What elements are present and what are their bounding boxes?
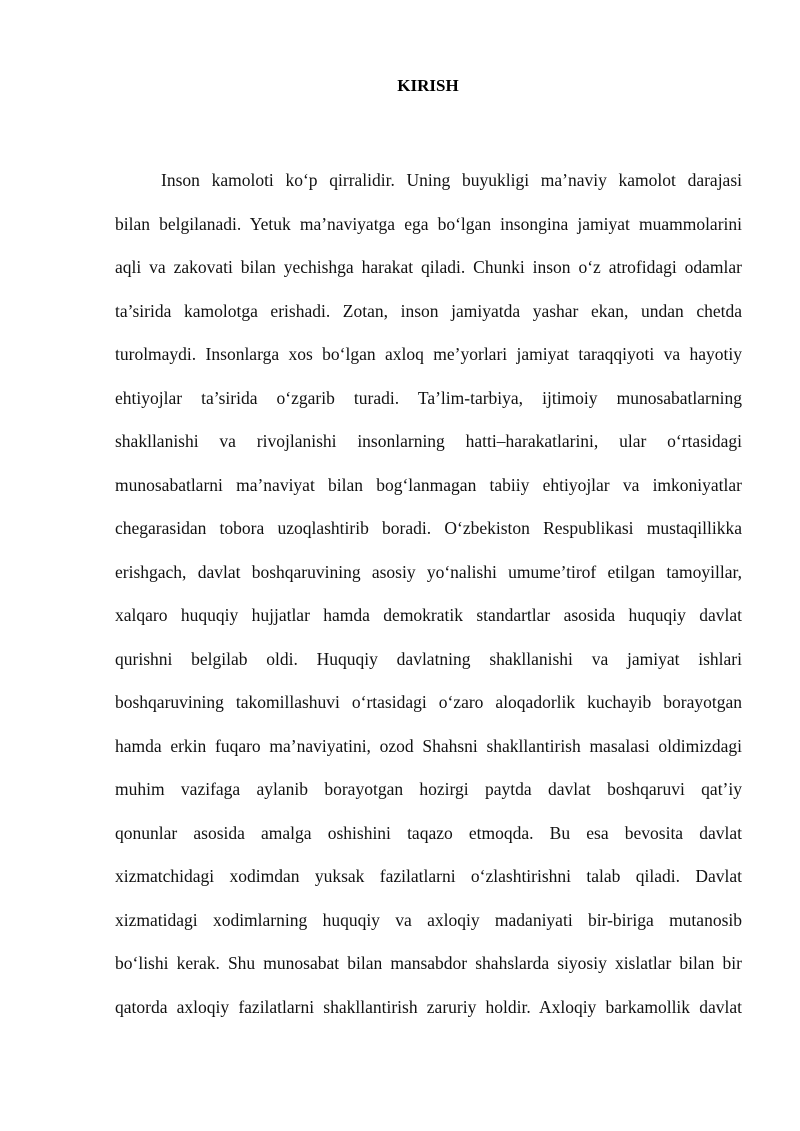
paragraph-line: qonunlar asosida amalga oshishini taqazo etmoqda. Bu esa bevosita davlat <box>115 822 742 843</box>
body-paragraph <box>115 159 742 1029</box>
paragraph-line: turolmaydi. Insonlarga xos bo‘lgan axloq me’yorlari jamiyat taraqqiyoti va hayotiy <box>115 344 742 364</box>
paragraph-line: ta’sirida kamolotga erishadi. Zotan, inson jamiyatda yashar ekan, undan chetda <box>115 300 742 321</box>
paragraph-line: qatorda axloqiy fazilatlarni shakllantirish zaruriy holdir. Axloqiy barkamollik davlat <box>115 996 742 1017</box>
page-title: KIRISH <box>397 76 459 95</box>
paragraph-line: bilan belgilanadi. Yetuk ma’naviyatga ega bo‘lgan insongina jamiyat muammolarini <box>115 213 742 234</box>
paragraph-line: muhim vazifaga aylanib borayotgan hozirgi paytda davlat boshqaruvi qat’iy <box>115 779 742 799</box>
paragraph-line: bo‘lishi kerak. Shu munosabat bilan mansabdor shahslarda siyosiy xislatlar bilan bir <box>115 953 742 973</box>
paragraph-line: hamda erkin fuqaro ma’naviyatini, ozod Shahsni shakllantirish masalasi oldimizdagi <box>115 735 742 756</box>
paragraph-line: boshqaruvining takomillashuvi o‘rtasidagi o‘zaro aloqadorlik kuchayib borayotgan <box>115 692 742 712</box>
paragraph-line: xizmatchidagi xodimdan yuksak fazilatlarni o‘zlashtirishni talab qiladi. Davlat <box>115 866 742 886</box>
paragraph-line: xizmatidagi xodimlarning huquqiy va axloqiy madaniyati bir-biriga mutanosib <box>115 909 742 930</box>
paragraph-line: xalqaro huquqiy hujjatlar hamda demokratik standartlar asosida huquqiy davlat <box>115 605 742 625</box>
paragraph-line: Inson kamoloti ko‘p qirralidir. Uning buyukligi ma’naviy kamolot darajasi <box>161 170 742 190</box>
paragraph-line: erishgach, davlat boshqaruvining asosiy yo‘nalishi umume’tirof etilgan tamoyillar, <box>115 561 742 582</box>
paragraph-line: munosabatlarni ma’naviyat bilan bog‘lanmagan tabiiy ehtiyojlar va imkoniyatlar <box>115 474 742 495</box>
paragraph-line: aqli va zakovati bilan yechishga harakat qiladi. Chunki inson o‘z atrofidagi odamlar <box>115 257 742 277</box>
paragraph-line: ehtiyojlar ta’sirida o‘zgarib turadi. Ta’lim-tarbiya, ijtimoiy munosabatlarning <box>115 387 742 408</box>
paragraph-line: shakllanishi va rivojlanishi insonlarning hatti–harakatlarini, ular o‘rtasidagi <box>115 431 742 451</box>
paragraph-line: qurishni belgilab oldi. Huquqiy davlatning shakllanishi va jamiyat ishlari <box>115 648 742 669</box>
paragraph-line: chegarasidan tobora uzoqlashtirib boradi. O‘zbekiston Respublikasi mustaqillikka <box>115 518 742 538</box>
